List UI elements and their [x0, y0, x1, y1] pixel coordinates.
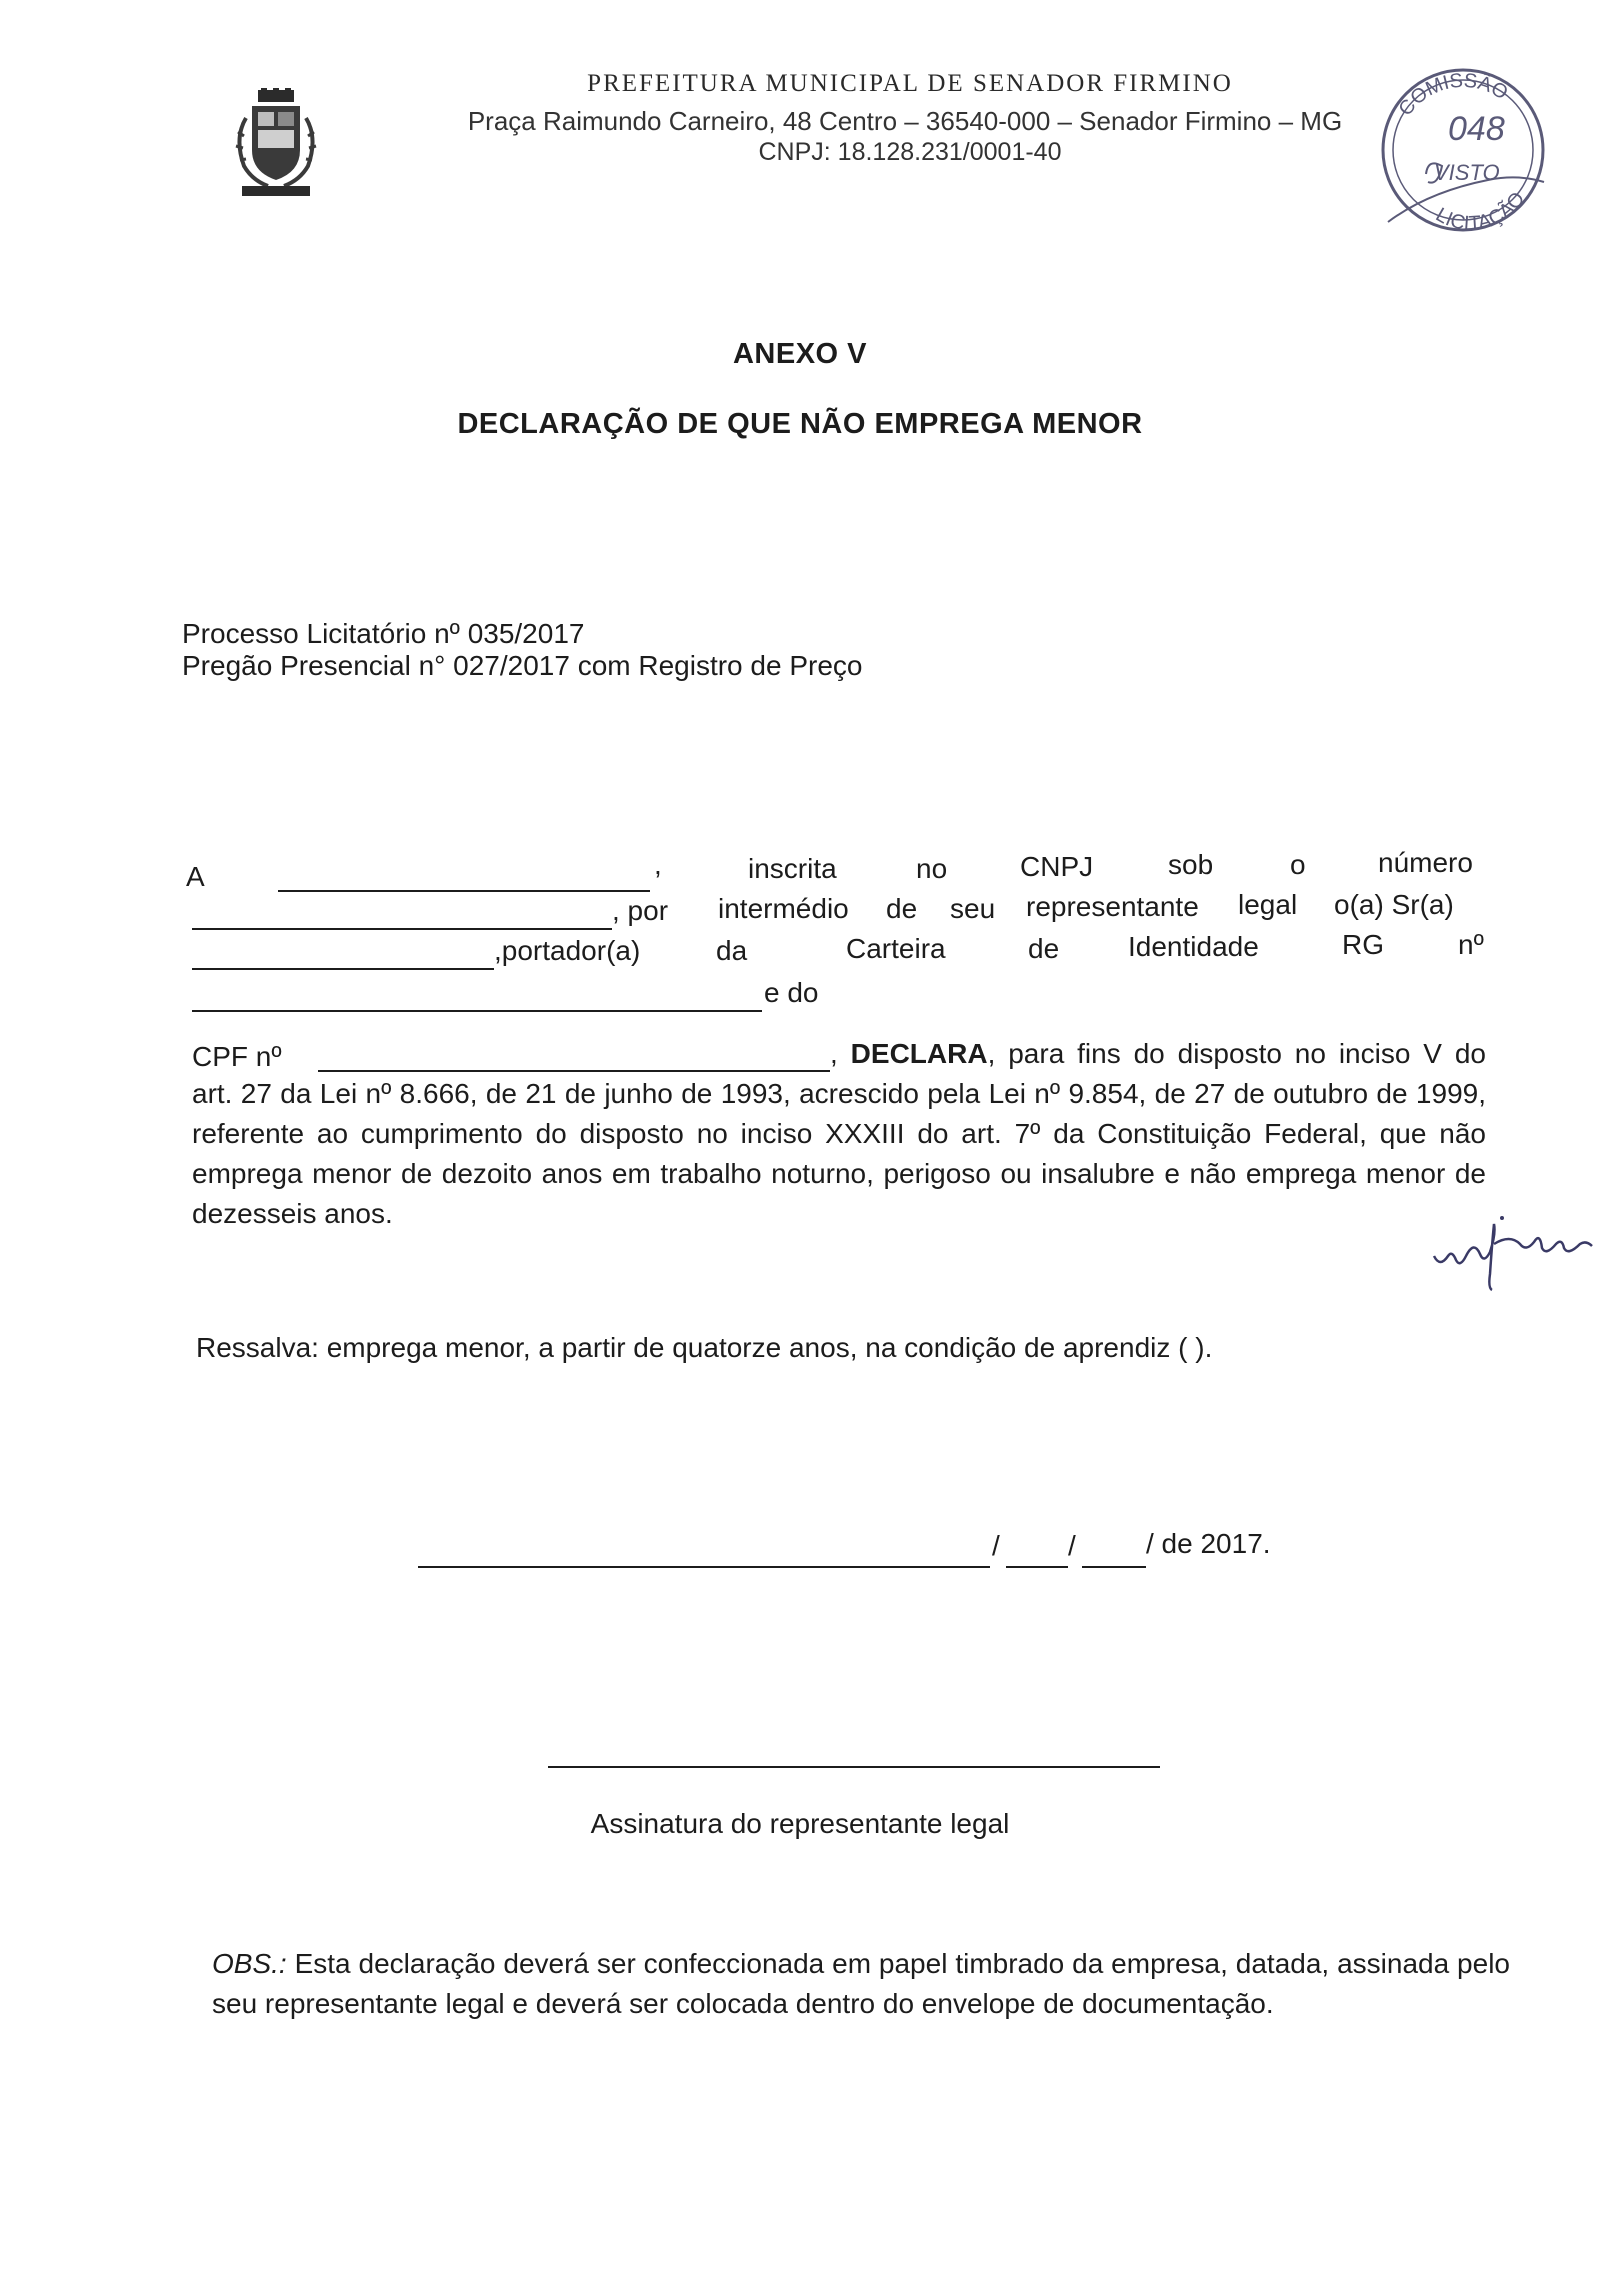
form-a: A — [186, 861, 205, 892]
month-blank — [1082, 1566, 1146, 1568]
form-rg-no: nº — [1458, 929, 1484, 960]
stamp-middle: VISTO — [1434, 160, 1500, 185]
representative-name-blank — [192, 968, 494, 970]
signature-label: Assinatura do representante legal — [590, 1808, 1010, 1839]
form-e-do: e do — [764, 977, 819, 1008]
obs-label: OBS.: — [212, 1948, 287, 1979]
municipal-crest-icon — [228, 88, 324, 200]
date-slash-1: / — [992, 1530, 1000, 1561]
form-no: no — [916, 853, 948, 884]
date-year: / de 2017. — [1146, 1528, 1271, 1559]
form-portador: ,portador(a) — [494, 935, 641, 966]
form-de: de — [886, 893, 918, 924]
form-legal: legal — [1238, 889, 1298, 920]
declaration-title: DECLARAÇÃO DE QUE NÃO EMPREGA MENOR — [457, 408, 1143, 440]
signature-line — [548, 1766, 1160, 1768]
form-inscrita: inscrita — [748, 853, 837, 884]
declara-comma: , — [830, 1038, 838, 1069]
form-cnpj-label: CNPJ — [1020, 851, 1094, 882]
org-cnpj: CNPJ: 18.128.231/0001-40 — [758, 138, 1062, 166]
commission-stamp — [1368, 62, 1558, 238]
cnpj-number-blank — [192, 928, 612, 930]
declara-keyword: DECLARA — [850, 1038, 988, 1069]
date-slash-2: / — [1068, 1530, 1076, 1561]
stamp-bottom-text: LICITAÇÃO — [1431, 188, 1530, 235]
form-de-2: de — [1028, 933, 1060, 964]
annex-title: ANEXO V — [732, 338, 868, 370]
form-representante: representante — [1026, 891, 1199, 922]
place-blank — [418, 1566, 990, 1568]
form-por: , por — [612, 895, 669, 926]
form-comma: , — [654, 849, 662, 880]
form-da: da — [716, 935, 748, 966]
form-o: o — [1290, 849, 1306, 880]
stamp-top-text: COMISSÃO — [1394, 69, 1512, 121]
org-address: Praça Raimundo Carneiro, 48 Centro – 36540-000 – Senador Firmino – MG — [467, 106, 1343, 136]
form-sr: o(a) Sr(a) — [1334, 889, 1454, 920]
day-blank — [1006, 1566, 1068, 1568]
form-intermedio: intermédio — [718, 893, 849, 924]
form-identidade: Identidade — [1128, 931, 1259, 962]
org-name: PREFEITURA MUNICIPAL DE SENADOR FIRMINO — [587, 70, 1233, 97]
stamp-number: 048 — [1448, 110, 1505, 148]
rg-number-blank — [192, 1010, 762, 1012]
declaration-body — [192, 1034, 1486, 1234]
form-cpf: CPF nº — [192, 1041, 282, 1072]
declaration-text: , para fins do disposto no inciso V do art. 27 da Lei nº 8.666, de 21 de junho de 1993, acrescido pela Lei nº 9.854, de 27 de outubro de 1999, referente ao cumprimento do disposto no inciso XXXIII do art. 7º da Constituição Federal, que não emprega menor de dezoito anos em trabalho noturno, perigoso ou insalubre e não emprega menor de dezesseis anos. — [192, 1038, 1486, 1229]
ressalva-note: Ressalva: emprega menor, a partir de quatorze anos, na condição de aprendiz ( ). — [196, 1332, 1213, 1363]
form-numero: número — [1378, 847, 1473, 878]
pregao-number: Pregão Presencial n° 027/2017 com Registro de Preço — [182, 650, 863, 681]
form-sob: sob — [1168, 849, 1214, 880]
handwritten-initials-icon — [1430, 1204, 1600, 1294]
company-name-blank — [278, 890, 650, 892]
obs-text: Esta declaração deverá ser confeccionada em papel timbrado da empresa, datada, assinada pelo seu representante legal e deverá ser colocada dentro do envelope de documentação. — [212, 1948, 1510, 2019]
obs-note — [212, 1944, 1510, 2024]
form-rg: RG — [1342, 929, 1384, 960]
form-carteira: Carteira — [846, 933, 946, 964]
process-number: Processo Licitatório nº 035/2017 — [182, 618, 585, 649]
form-seu: seu — [950, 893, 996, 924]
